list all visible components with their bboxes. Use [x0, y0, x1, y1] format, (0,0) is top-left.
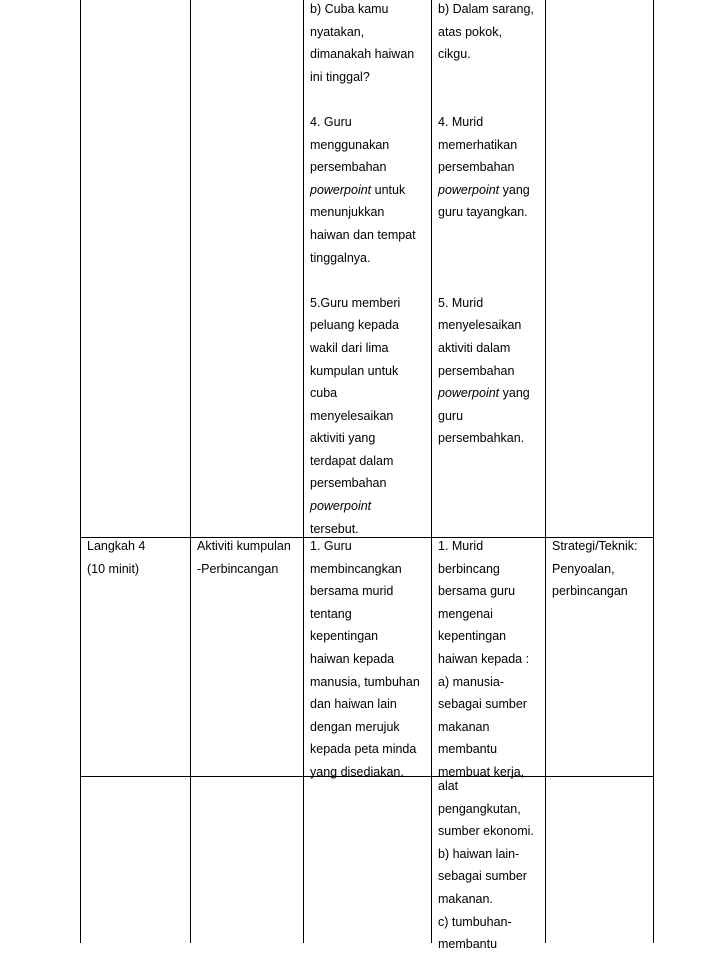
cell-line: aktiviti yang: [310, 431, 376, 446]
bottom-row-student-activity-cell: [438, 775, 534, 956]
cell-line: alat: [438, 779, 459, 793]
cell-line: [438, 269, 534, 292]
cell-line: persembahan: [310, 160, 387, 175]
cell-line: guru tayangkan.: [438, 205, 528, 220]
cell-line: atas pokok,: [438, 24, 502, 39]
column-divider-1: [190, 0, 191, 943]
cell-line: bersama guru: [438, 584, 516, 599]
cell-line: c) tumbuhan-: [438, 914, 512, 929]
column-divider-3: [431, 0, 432, 943]
cell-line: persembahan: [438, 363, 515, 378]
cell-line: perbincangan: [552, 584, 628, 599]
cell-line: [438, 66, 534, 89]
cell-line: b) Cuba kamu: [310, 2, 389, 16]
cell-line: tentang: [310, 606, 352, 621]
cell-line: berbincang: [438, 561, 500, 576]
cell-line: cikgu.: [438, 47, 471, 62]
table-border-right: [653, 0, 654, 943]
cell-line: tinggalnya.: [310, 250, 371, 265]
cell-line: terdapat dalam: [310, 453, 394, 468]
cell-line: persembahan: [438, 160, 515, 175]
cell-line: powerpoint: [310, 499, 372, 514]
cell-line: kepada peta minda: [310, 742, 417, 757]
cell-line: tersebut.: [310, 521, 359, 536]
cell-line: b) haiwan lain-: [438, 846, 520, 861]
cell-line: [310, 269, 416, 292]
cell-line: Langkah 4: [87, 539, 146, 553]
cell-line: Penyoalan,: [552, 561, 615, 576]
cell-line: b) Dalam sarang,: [438, 2, 534, 16]
cell-line: 5.Guru memberi: [310, 295, 401, 310]
cell-line: manusia, tumbuhan: [310, 674, 420, 689]
cell-line: membuat kerja,: [438, 764, 525, 779]
cell-line: powerpoint yang: [438, 182, 530, 197]
cell-line: pengangkutan,: [438, 801, 521, 816]
langkah4-notes-cell: [552, 535, 637, 603]
cell-line: ini tinggal?: [310, 69, 370, 84]
cell-line: membincangkan: [310, 561, 402, 576]
cell-line: aktiviti dalam: [438, 340, 511, 355]
cell-line: powerpoint yang: [438, 386, 530, 401]
table-border-left: [80, 0, 81, 943]
cell-line: powerpoint untuk: [310, 182, 406, 197]
cell-line: peluang kepada: [310, 318, 399, 333]
cell-line: membantu: [438, 937, 498, 952]
cell-line: a) manusia-: [438, 674, 504, 689]
cell-line: [310, 88, 416, 111]
cell-line: haiwan dan tempat: [310, 227, 416, 242]
column-divider-2: [303, 0, 304, 943]
cell-line: 1. Guru: [310, 539, 352, 553]
cell-line: wakil dari lima: [310, 340, 389, 355]
top-row-teacher-activity-cell: [310, 0, 416, 540]
cell-line: guru: [438, 408, 464, 423]
cell-line: menyelesaikan: [438, 318, 522, 333]
cell-line: (10 minit): [87, 561, 140, 576]
cell-line: dimanakah haiwan: [310, 47, 415, 62]
cell-line: persembahkan.: [438, 431, 525, 446]
cell-line: haiwan kepada: [310, 651, 395, 666]
cell-line: mengenai: [438, 606, 493, 621]
cell-line: menunjukkan: [310, 205, 385, 220]
cell-line: Aktiviti kumpulan: [197, 539, 291, 553]
cell-line: sebagai sumber: [438, 697, 527, 712]
cell-line: [438, 88, 534, 111]
cell-line: 5. Murid: [438, 295, 484, 310]
cell-line: yang disediakan.: [310, 764, 404, 779]
cell-line: -Perbincangan: [197, 561, 279, 576]
cell-line: 4. Guru: [310, 114, 352, 129]
cell-line: nyatakan,: [310, 24, 365, 39]
cell-line: haiwan kepada :: [438, 651, 530, 666]
cell-line: kepentingan: [438, 629, 507, 644]
cell-line: [438, 247, 534, 270]
cell-line: [438, 224, 534, 247]
cell-line: menggunakan: [310, 137, 390, 152]
cell-line: dengan merujuk: [310, 719, 400, 734]
cell-line: 4. Murid: [438, 114, 484, 129]
langkah4-content-cell: [197, 535, 291, 580]
cell-line: membantu: [438, 742, 498, 757]
cell-line: kumpulan untuk: [310, 363, 399, 378]
cell-line: Strategi/Teknik:: [552, 539, 638, 553]
cell-line: sebagai sumber: [438, 869, 527, 884]
cell-line: makanan.: [438, 891, 493, 906]
cell-line: memerhatikan: [438, 137, 518, 152]
langkah4-teacher-activity-cell: [310, 535, 420, 784]
cell-line: dan haiwan lain: [310, 697, 397, 712]
cell-line: cuba: [310, 386, 338, 401]
cell-line: bersama murid: [310, 584, 394, 599]
cell-line: makanan: [438, 719, 490, 734]
column-divider-4: [545, 0, 546, 943]
langkah4-student-activity-cell: [438, 535, 529, 784]
cell-line: persembahan: [310, 476, 387, 491]
top-row-student-activity-cell: [438, 0, 534, 450]
cell-line: 1. Murid: [438, 539, 484, 553]
langkah4-step-cell: [87, 535, 145, 580]
cell-line: menyelesaikan: [310, 408, 394, 423]
cell-line: kepentingan: [310, 629, 379, 644]
cell-line: sumber ekonomi.: [438, 824, 534, 839]
